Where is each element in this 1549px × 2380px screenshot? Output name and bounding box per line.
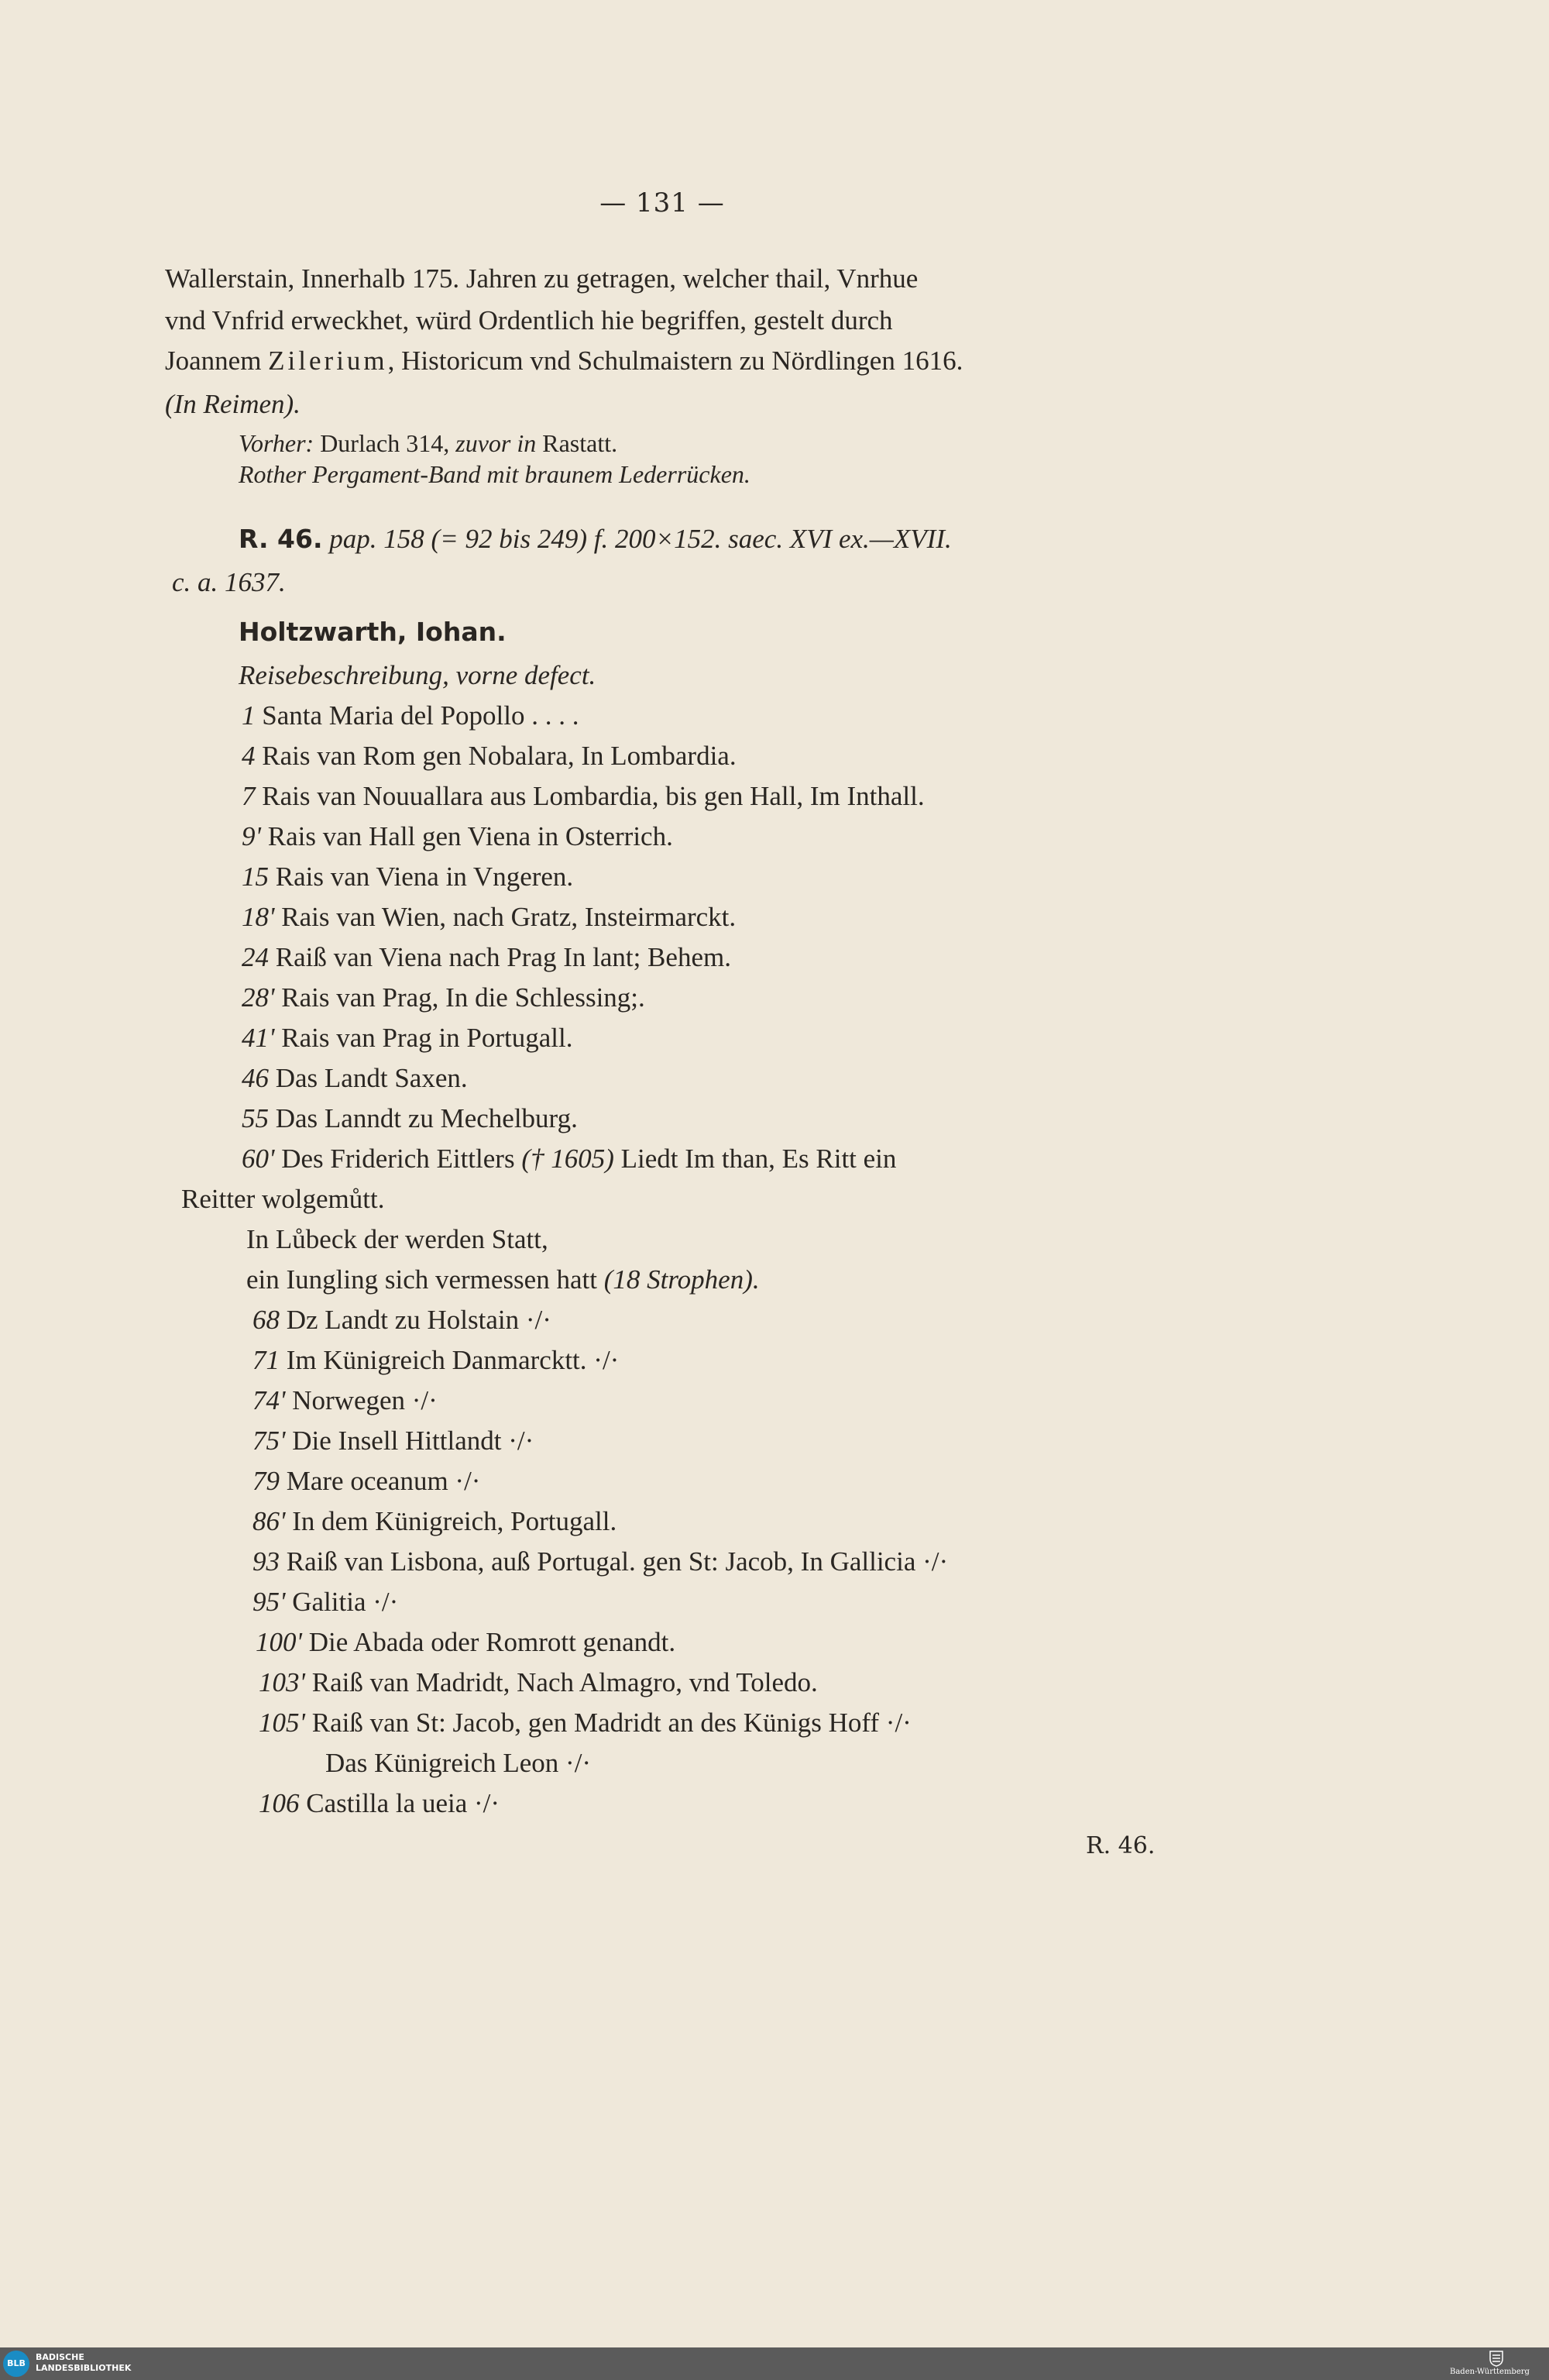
toc-text: Raiß van St: Jacob, gen Madridt an des Künigs Hoff ·/· [305, 1708, 912, 1738]
continuation-line-3 [165, 346, 963, 377]
provenance-text-a: Durlach 314, [314, 429, 456, 457]
toc-folio: 18' [242, 902, 275, 932]
toc-folio: 93 [252, 1546, 280, 1577]
library-name [36, 2352, 131, 2374]
toc-item [242, 862, 573, 892]
physical-description: pap. 158 (= 92 bis 249) f. 200×152. saec. XVI ex.—XVII. [322, 524, 952, 554]
toc-text: Rais van Wien, nach Gratz, Insteirmarckt. [274, 902, 737, 932]
toc-item [252, 1426, 534, 1457]
blb-logo-icon: BLB [3, 2351, 29, 2377]
song-death-year: († 1605) [521, 1144, 614, 1174]
toc-item [252, 1587, 398, 1618]
footer-bar [0, 2347, 1549, 2380]
provenance-label: Vorher: [239, 429, 314, 457]
toc-item [242, 821, 673, 852]
entry-author: Holtzwarth, Iohan. [239, 617, 507, 647]
provenance-line [239, 429, 617, 458]
entry-header [239, 524, 952, 555]
toc-item [256, 1627, 675, 1658]
library-name-line-1: BADISCHE [36, 2352, 84, 2362]
toc-text: Rais van Nouuallara aus Lombardia, bis gen Hall, Im Inthall. [255, 781, 925, 811]
toc-item [242, 1023, 572, 1054]
toc-item [242, 902, 736, 933]
toc-text: Die Abada oder Romrott genandt. [302, 1627, 676, 1657]
toc-folio: 1 [242, 700, 256, 731]
provenance-zuvor: zuvor in [455, 429, 537, 457]
toc-folio: 95' [252, 1587, 286, 1617]
toc-item [242, 741, 737, 772]
provenance-text-b: Rastatt. [536, 429, 618, 457]
toc-text: Raiß van Lisbona, auß Portugal. gen St: Jacob, In Gallicia ·/· [280, 1546, 949, 1577]
toc-text: Norwegen ·/· [285, 1385, 438, 1415]
toc-text: Santa Maria del Popollo . . . . [255, 700, 579, 731]
toc-folio: 7 [242, 781, 256, 811]
toc-text: Rais van Viena in Vngeren. [269, 862, 574, 892]
toc-item [242, 1103, 578, 1134]
toc-item [252, 1385, 438, 1416]
shelfmark: R. 46. [239, 524, 323, 554]
toc-folio: 106 [259, 1788, 300, 1818]
toc-item [252, 1466, 480, 1497]
toc-item [242, 781, 925, 812]
page-number: — 131 — [599, 187, 725, 218]
toc-item [252, 1546, 948, 1577]
song-verse-2-text: ein Iungling sich vermessen hatt [246, 1264, 604, 1295]
toc-text: Rais van Prag in Portugall. [274, 1023, 573, 1053]
song-continuation: Reitter wolgemůtt. [181, 1184, 385, 1214]
song-verse-1: In Lůbeck der werden Statt, [246, 1224, 548, 1254]
toc-text: Das Landt Saxen. [269, 1063, 468, 1093]
toc-text: Das Lanndt zu Mechelburg. [269, 1103, 578, 1133]
toc-text: Im Künigreich Danmarcktt. ·/· [280, 1345, 620, 1375]
toc-text: Die Insell Hittlandt ·/· [285, 1426, 534, 1456]
continuation-line-1: Wallerstain, Innerhalb 175. Jahren zu getragen, welcher thail, Vnrhue [165, 263, 919, 294]
toc-folio: 55 [242, 1103, 269, 1133]
binding-line: Rother Pergament-Band mit braunem Lederrücken. [239, 460, 750, 488]
toc-folio: 74' [252, 1385, 286, 1415]
toc-folio: 100' [256, 1627, 302, 1657]
toc-folio: 103' [259, 1667, 305, 1697]
toc-folio: 4 [242, 741, 256, 771]
toc-item [259, 1788, 500, 1819]
song-verse-2 [246, 1264, 760, 1295]
entry-date: c. a. 1637. [172, 567, 286, 597]
toc-text: Rais van Hall gen Viena in Osterrich. [261, 821, 673, 851]
toc-text: Raiß van Viena nach Prag In lant; Behem. [269, 942, 731, 972]
toc-text: Rais van Prag, In die Schlessing;. [274, 982, 645, 1013]
toc-item [242, 982, 645, 1013]
toc-item-song [242, 1144, 896, 1175]
toc-item [252, 1345, 619, 1376]
toc-folio: 68 [252, 1305, 280, 1335]
toc-folio: 28' [242, 982, 275, 1013]
library-name-line-2: LANDESBIBLIOTHEK [36, 2363, 132, 2373]
state-crest-icon [1487, 2350, 1506, 2367]
toc-folio: 15 [242, 862, 269, 892]
entry-title: Reisebeschreibung, vorne defect. [239, 660, 596, 690]
text-joannem: Joannem [165, 346, 269, 376]
text-zilerium: Zilerium [268, 346, 388, 376]
toc-folio: 41' [242, 1023, 275, 1053]
toc-item [325, 1748, 591, 1779]
continuation-line-2: vnd Vnfrid erweckhet, würd Ordentlich hie begriffen, gestelt durch [165, 305, 893, 335]
toc-folio: 60' [242, 1144, 275, 1174]
toc-item [259, 1708, 912, 1739]
toc-text: Das Künigreich Leon ·/· [325, 1748, 592, 1778]
toc-folio: 71 [252, 1345, 280, 1375]
toc-text: Des Friderich Eittlers [274, 1144, 522, 1174]
toc-folio: 86' [252, 1506, 286, 1536]
toc-text: Dz Landt zu Holstain ·/· [280, 1305, 551, 1335]
toc-item [242, 942, 731, 973]
toc-folio: 105' [259, 1708, 305, 1738]
toc-item [242, 700, 579, 731]
toc-text: Galitia ·/· [285, 1587, 399, 1617]
continuation-line-4: (In Reimen). [165, 389, 301, 419]
toc-text: Raiß van Madridt, Nach Almagro, vnd Toledo. [305, 1667, 818, 1697]
toc-folio: 79 [252, 1466, 280, 1496]
toc-text: Rais van Rom gen Nobalara, In Lombardia. [255, 741, 737, 771]
toc-text: Mare oceanum ·/· [280, 1466, 481, 1496]
song-strophen: (18 Strophen). [603, 1264, 760, 1295]
text-historicum: , Historicum vnd Schulmaistern zu Nördlingen 1616. [387, 346, 963, 376]
song-incipit: Liedt Im than, Es Ritt ein [613, 1144, 897, 1174]
toc-folio: 46 [242, 1063, 269, 1093]
signature-mark: R. 46. [1086, 1832, 1156, 1859]
toc-item [242, 1063, 468, 1094]
state-name: Baden-Württemberg [1450, 2368, 1530, 2376]
toc-text: In dem Künigreich, Portugall. [285, 1506, 617, 1536]
toc-folio: 75' [252, 1426, 286, 1456]
toc-item [252, 1305, 551, 1336]
toc-item [252, 1506, 617, 1537]
toc-folio: 24 [242, 942, 269, 972]
toc-text: Castilla la ueia ·/· [299, 1788, 500, 1818]
toc-folio: 9' [242, 821, 261, 851]
toc-item [259, 1667, 818, 1698]
